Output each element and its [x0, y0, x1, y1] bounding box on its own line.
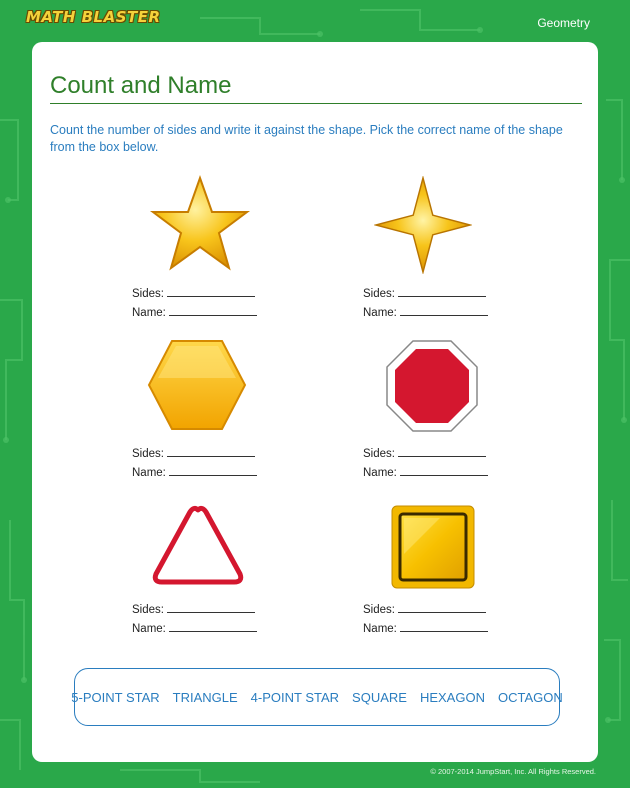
sides-label: Sides: — [363, 448, 395, 460]
sides-label: Sides: — [132, 448, 164, 460]
instructions: Count the number of sides and write it against the shape. Pick the correct name of the shape from the box below. — [50, 123, 563, 154]
word-bank-item: 5-POINT STAR — [71, 689, 160, 705]
shape-6-sides-field[interactable] — [363, 601, 486, 616]
square-icon — [390, 504, 476, 590]
shape-4-name-field[interactable] — [363, 464, 488, 479]
sides-answer-line[interactable] — [167, 285, 255, 297]
hexagon-icon — [146, 338, 248, 432]
sides-label: Sides: — [132, 288, 164, 300]
category-label: Geometry — [537, 16, 590, 30]
sides-answer-line[interactable] — [398, 601, 486, 613]
four-point-star-icon — [374, 176, 472, 274]
triangle-icon — [150, 502, 246, 588]
sides-answer-line[interactable] — [398, 445, 486, 457]
shape-2-sides-field[interactable] — [363, 285, 486, 300]
name-answer-line[interactable] — [169, 304, 257, 316]
name-answer-line[interactable] — [400, 464, 488, 476]
name-label: Name: — [132, 307, 166, 319]
name-answer-line[interactable] — [169, 620, 257, 632]
sides-label: Sides: — [132, 604, 164, 616]
name-answer-line[interactable] — [169, 464, 257, 476]
shape-5-sides-field[interactable] — [132, 601, 255, 616]
word-bank-item: TRIANGLE — [172, 689, 238, 705]
word-bank-item: HEXAGON — [419, 689, 485, 705]
name-answer-line[interactable] — [400, 620, 488, 632]
shape-1-sides-field[interactable] — [132, 285, 255, 300]
shape-5-name-field[interactable] — [132, 620, 257, 635]
shape-4-sides-field[interactable] — [363, 445, 486, 460]
copyright-notice: © 2007-2014 JumpStart, Inc. All Rights Reserved. — [430, 767, 596, 776]
sides-answer-line[interactable] — [398, 285, 486, 297]
shape-3-name-field[interactable] — [132, 464, 257, 479]
name-answer-line[interactable] — [400, 304, 488, 316]
word-bank — [71, 668, 563, 726]
sides-label: Sides: — [363, 288, 395, 300]
math-blaster-logo: MATH BLASTER — [26, 8, 161, 26]
shape-3-sides-field[interactable] — [132, 445, 255, 460]
shape-1-name-field[interactable] — [132, 304, 257, 319]
name-label: Name: — [132, 467, 166, 479]
word-bank-item: SQUARE — [352, 689, 407, 705]
word-bank-item: 4-POINT STAR — [250, 689, 340, 705]
sides-answer-line[interactable] — [167, 601, 255, 613]
five-point-star-icon — [150, 174, 250, 274]
name-label: Name: — [363, 467, 397, 479]
sides-label: Sides: — [363, 604, 395, 616]
worksheet — [32, 42, 598, 762]
title-divider — [50, 103, 582, 104]
octagon-icon — [386, 340, 478, 432]
sides-answer-line[interactable] — [167, 445, 255, 457]
name-label: Name: — [363, 307, 397, 319]
name-label: Name: — [132, 623, 166, 635]
name-label: Name: — [363, 623, 397, 635]
shape-2-name-field[interactable] — [363, 304, 488, 319]
worksheet-title: Count and Name — [50, 72, 232, 99]
word-bank-item: OCTAGON — [497, 689, 563, 705]
shape-6-name-field[interactable] — [363, 620, 488, 635]
